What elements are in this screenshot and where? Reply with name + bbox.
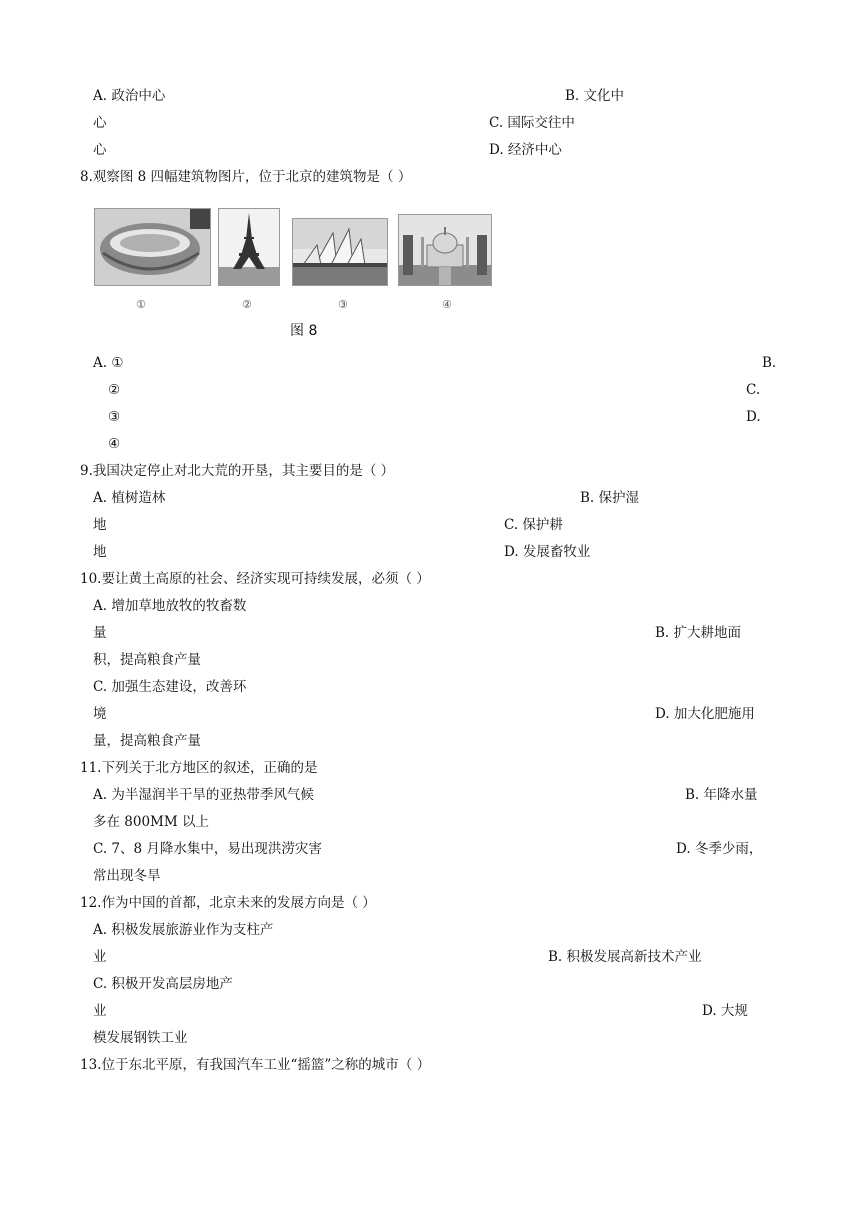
q7-option-a: A. 政治中心	[93, 88, 166, 104]
q11-stem: 11.下列关于北方地区的叙述，正确的是	[80, 760, 318, 776]
figure-caption: 图 8	[290, 323, 318, 339]
q11-wrap-2: 常出现冬旱	[93, 868, 161, 884]
q8-option-d: D.	[746, 409, 761, 425]
q9-option-d: D. 发展畜牧业	[504, 544, 591, 560]
q12-option-c: C. 积极开发高层房地产	[93, 976, 233, 992]
q10-wrap-3: 境	[93, 706, 107, 722]
q12-wrap-1: 业	[93, 949, 107, 965]
q8-option-a: A. ①	[93, 355, 124, 371]
figure-label-2: ②	[242, 298, 252, 311]
q9-option-c: C. 保护耕	[504, 517, 563, 533]
q7-option-c: C. 国际交往中	[489, 115, 575, 131]
taj-mahal-photo	[398, 214, 492, 286]
q7-wrap-2: 心	[93, 142, 107, 158]
q10-option-b: B. 扩大耕地面	[655, 625, 742, 641]
opera-house-image	[293, 219, 387, 285]
figure-label-1: ①	[136, 298, 146, 311]
q12-option-b: B. 积极发展高新技术产业	[548, 949, 702, 965]
q8-option-c: C.	[746, 382, 761, 398]
q11-option-c: C. 7、8 月降水集中，易出现洪涝灾害	[93, 841, 322, 857]
q10-option-c: C. 加强生态建设，改善环	[93, 679, 247, 695]
q8-option-b: B.	[762, 355, 777, 371]
figure-label-4: ④	[442, 298, 452, 311]
q8-wrap-1: ②	[108, 382, 121, 398]
q9-stem: 9.我国决定停止对北大荒的开垦，其主要目的是（ ）	[80, 463, 395, 479]
q12-option-a: A. 积极发展旅游业作为支柱产	[93, 922, 274, 938]
q10-wrap-1: 量	[93, 625, 107, 641]
q8-stem: 8.观察图 8 四幅建筑物图片，位于北京的建筑物是（ ）	[80, 169, 412, 185]
taj-mahal-image	[399, 215, 491, 285]
q12-option-d: D. 大规	[702, 1003, 748, 1019]
q7-option-d: D. 经济中心	[489, 142, 562, 158]
q11-option-d: D. 冬季少雨，	[676, 841, 763, 857]
q10-wrap-2: 积，提高粮食产量	[93, 652, 201, 668]
q12-wrap-2: 业	[93, 1003, 107, 1019]
stadium-photo	[94, 208, 211, 286]
q8-wrap-3: ④	[108, 436, 121, 452]
q9-wrap-1: 地	[93, 517, 107, 533]
q11-wrap-1: 多在 800MM 以上	[93, 814, 209, 830]
q12-stem: 12.作为中国的首都，北京未来的发展方向是（ ）	[80, 895, 376, 911]
q10-option-a: A. 增加草地放牧的牧畜数	[93, 598, 247, 614]
eiffel-tower-image	[219, 209, 279, 285]
eiffel-tower-photo	[218, 208, 280, 286]
stadium-image	[95, 209, 210, 285]
figure-label-3: ③	[338, 298, 348, 311]
q7-option-b: B. 文化中	[565, 88, 625, 104]
q10-stem: 10.要让黄土高原的社会、经济实现可持续发展，必须（ ）	[80, 571, 430, 587]
q12-wrap-3: 模发展钢铁工业	[93, 1030, 188, 1046]
q8-wrap-2: ③	[108, 409, 121, 425]
q13-stem: 13.位于东北平原，有我国汽车工业“摇篮”之称的城市（ ）	[80, 1057, 431, 1073]
q9-option-a: A. 植树造林	[93, 490, 166, 506]
q7-wrap-1: 心	[93, 115, 107, 131]
q10-wrap-4: 量，提高粮食产量	[93, 733, 201, 749]
q9-wrap-2: 地	[93, 544, 107, 560]
q11-option-a: A. 为半湿润半干旱的亚热带季风气候	[93, 787, 314, 803]
q11-option-b: B. 年降水量	[685, 787, 758, 803]
opera-house-photo	[292, 218, 388, 286]
figure-8	[94, 204, 494, 344]
q10-option-d: D. 加大化肥施用	[655, 706, 755, 722]
q9-option-b: B. 保护湿	[580, 490, 640, 506]
